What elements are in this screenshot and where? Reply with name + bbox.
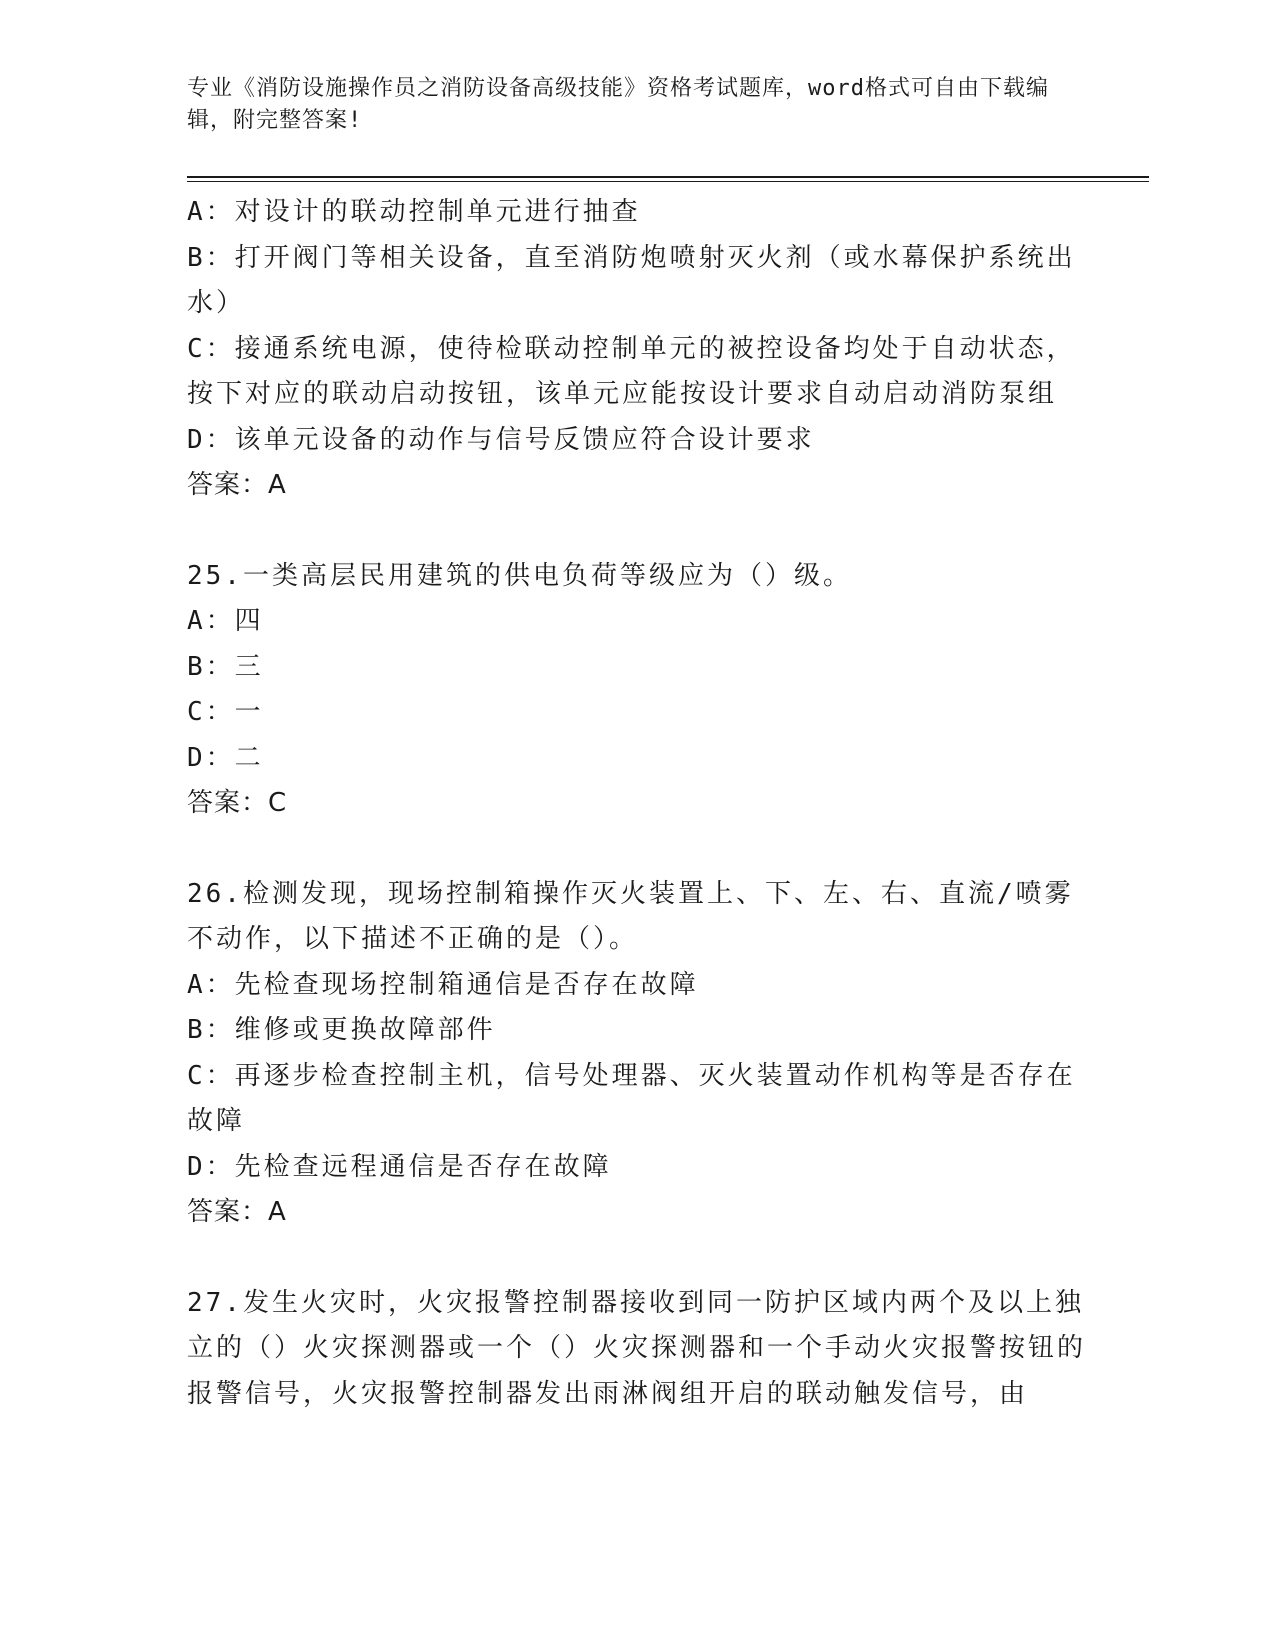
question-block-26 xyxy=(187,872,1087,1236)
answer-line: 答案：A xyxy=(187,470,287,500)
question-stem: 26.检测发现，现场控制箱操作灭火装置上、下、左、右、直流/喷雾不动作，以下描述不正确的是（）。 xyxy=(187,878,1074,954)
document-header: 专业《消防设施操作员之消防设备高级技能》资格考试题库，word格式可自由下载编辑，附完整答案! xyxy=(187,76,1049,133)
header-divider-thin xyxy=(187,181,1149,182)
spacer xyxy=(187,509,1087,554)
option-c: C：一 xyxy=(187,697,264,727)
question-stem: 25.一类高层民用建筑的供电负荷等级应为（）级。 xyxy=(187,560,852,591)
option-a: A：对设计的联动控制单元进行抽查 xyxy=(187,197,641,227)
option-b: B：三 xyxy=(187,651,264,682)
option-c: C：再逐步检查控制主机，信号处理器、灭火装置动作机构等是否存在故障 xyxy=(187,1060,1076,1136)
option-d: D：先检查远程通信是否存在故障 xyxy=(187,1151,612,1182)
question-block-25 xyxy=(187,554,1087,827)
option-d: D：该单元设备的动作与信号反馈应符合设计要求 xyxy=(187,424,815,455)
question-list xyxy=(187,190,1087,1417)
question-stem: 27.发生火灾时，火灾报警控制器接收到同一防护区域内两个及以上独立的（）火灾探测器或一个（）火灾探测器和一个手动火灾报警按钮的报警信号，火灾报警控制器发出雨淋阀组开启的联动触发信号，由 xyxy=(187,1287,1087,1409)
header-divider-thick xyxy=(187,176,1149,178)
question-block-24 xyxy=(187,190,1087,509)
option-a: A：四 xyxy=(187,606,264,636)
option-b: B：维修或更换故障部件 xyxy=(187,1015,496,1045)
option-a: A：先检查现场控制箱通信是否存在故障 xyxy=(187,969,699,1000)
answer-line: 答案：A xyxy=(187,1197,287,1227)
answer-line: 答案：C xyxy=(187,788,288,818)
spacer xyxy=(187,1236,1087,1281)
option-c: C：接通系统电源，使待检联动控制单元的被控设备均处于自动状态，按下对应的联动启动按钮，该单元应能按设计要求自动启动消防泵组 xyxy=(187,333,1076,409)
question-block-27 xyxy=(187,1281,1087,1418)
option-b: B：打开阀门等相关设备，直至消防炮喷射灭火剂（或水幕保护系统出水） xyxy=(187,242,1076,318)
spacer xyxy=(187,827,1087,872)
option-d: D：二 xyxy=(187,742,264,773)
